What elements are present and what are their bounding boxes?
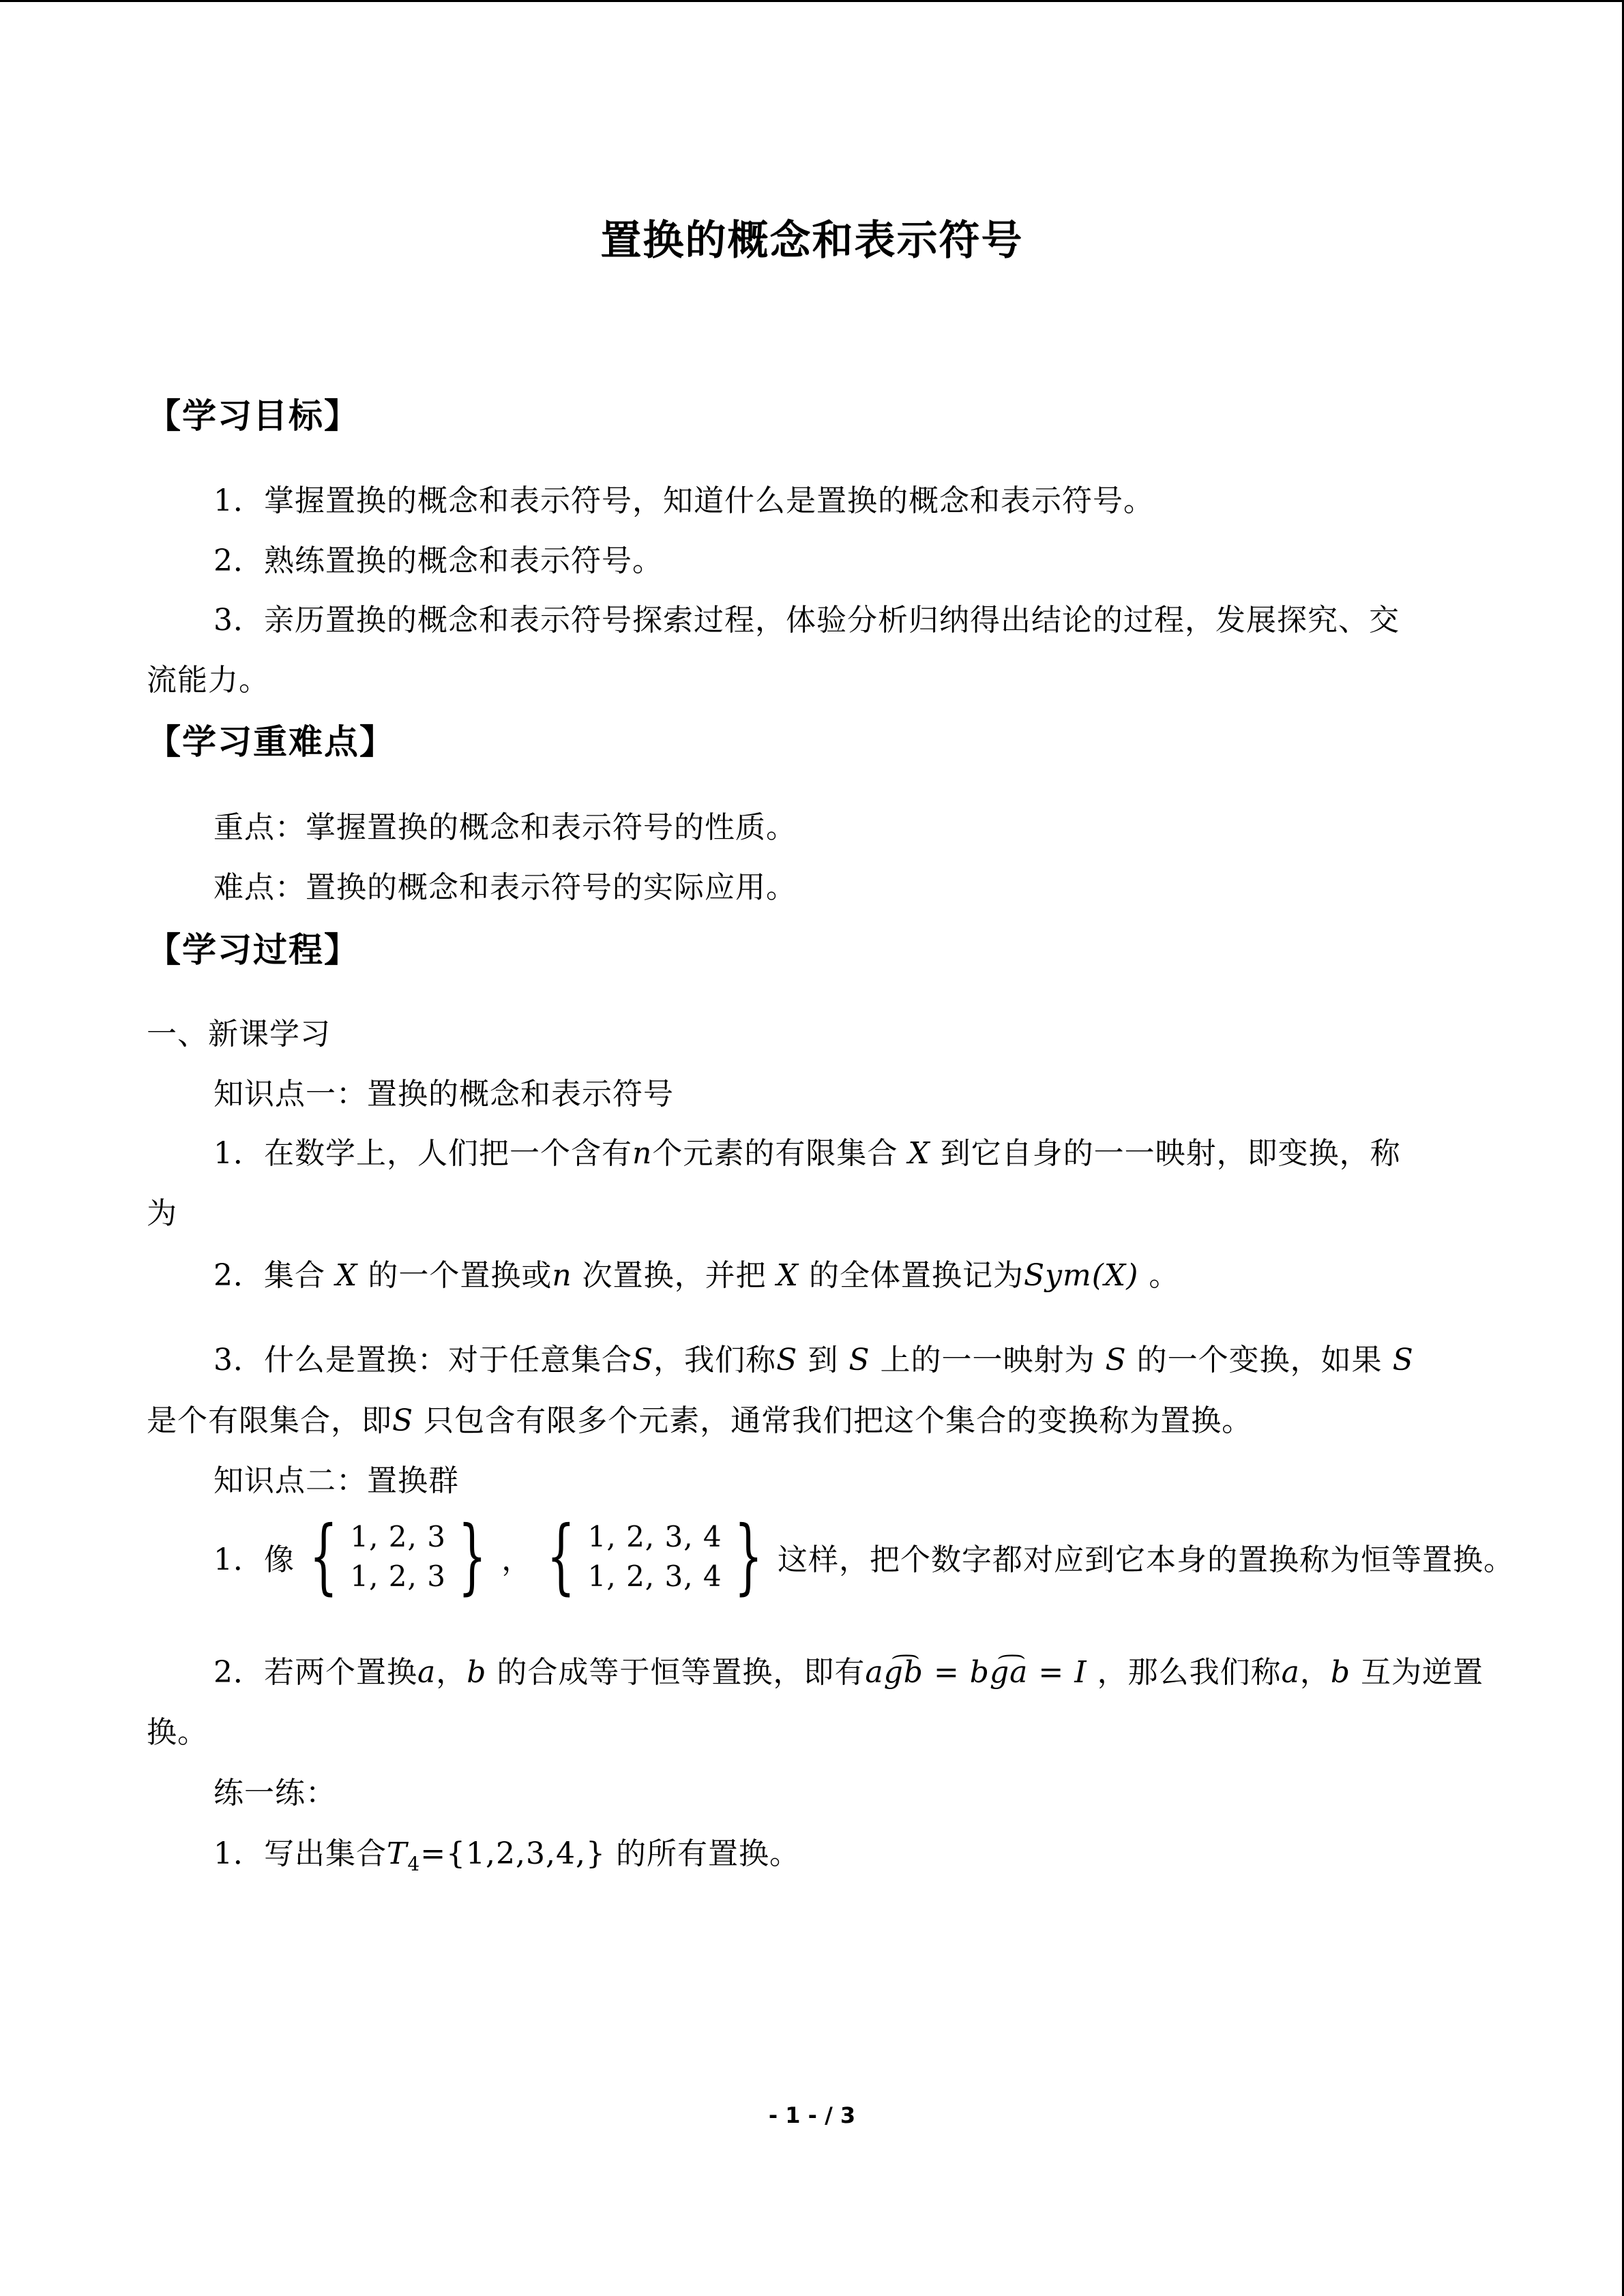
kp1-item-2: [213, 1251, 1179, 1294]
section-heading-process: 【学习过程】: [147, 930, 359, 970]
kp1-item-3-line-2: [147, 1396, 1252, 1440]
matrix-bottom-row: 1, 2, 3: [350, 1560, 446, 1593]
practice-title: 练一练：: [213, 1776, 336, 1810]
math-S: S: [1392, 1343, 1414, 1377]
text: 只包含有限多个元素，通常我们把这个集合的变换称为置换。: [424, 1403, 1253, 1438]
math-a: a: [417, 1655, 437, 1690]
page-title: 置换的概念和表示符号: [600, 217, 1024, 265]
text: 上的一一映射为: [880, 1343, 1095, 1377]
math-X: X: [336, 1258, 358, 1293]
matrix-bottom-row: 1, 2, 3, 4: [587, 1560, 722, 1593]
knowledge-point-2-title: 知识点二：置换群: [213, 1463, 459, 1498]
math-n: n: [552, 1258, 572, 1293]
left-brace: {: [309, 1509, 338, 1604]
text: 2．若两个置换: [213, 1655, 417, 1690]
math-b: b: [1330, 1655, 1351, 1690]
text: 到它自身的一一映射，即变换，称: [940, 1136, 1401, 1171]
text: ，那么我们称: [1097, 1655, 1282, 1690]
math-T: T: [387, 1836, 408, 1871]
text: ，我们称: [653, 1343, 777, 1377]
text: 1．像: [213, 1542, 295, 1577]
kp2-item-2-line-1: [213, 1648, 1483, 1691]
text: ，: [501, 1542, 533, 1577]
math-S: S: [1105, 1343, 1127, 1377]
math-X: X: [776, 1258, 799, 1293]
math-b: b: [467, 1655, 487, 1690]
math-equation: ag͡b = bg͡a = I: [865, 1655, 1087, 1690]
page-number: - 1 - / 3: [768, 2102, 856, 2128]
math-S: S: [776, 1343, 798, 1377]
right-brace: }: [734, 1509, 763, 1604]
math-set: ={1,2,3,4,}: [420, 1836, 606, 1871]
text: 2．集合: [213, 1258, 325, 1293]
text: 的所有置换。: [615, 1836, 800, 1871]
text: 的一个置换或: [368, 1258, 552, 1293]
practice-item-1: [213, 1829, 800, 1875]
part-1-heading: 一、新课学习: [147, 1017, 331, 1052]
identity-permutation-3: [297, 1509, 499, 1604]
difficult-point: 难点：置换的概念和表示符号的实际应用。: [213, 870, 797, 905]
math-n: n: [632, 1136, 653, 1171]
text: 的一个变换，如果: [1136, 1343, 1383, 1377]
kp2-item-2-line-2: 换。: [147, 1715, 208, 1750]
left-brace: {: [546, 1509, 576, 1604]
knowledge-point-1-title: 知识点一：置换的概念和表示符号: [213, 1077, 674, 1112]
kp2-item-1: [213, 1509, 1515, 1604]
math-subscript: 4: [407, 1852, 421, 1875]
section-heading-goals: 【学习目标】: [147, 396, 359, 436]
math-S: S: [632, 1343, 654, 1377]
goal-3-line-2: 流能力。: [147, 663, 269, 698]
text: 是个有限集合，即: [147, 1403, 392, 1438]
text: 互为逆置: [1361, 1655, 1484, 1690]
section-heading-key-points: 【学习重难点】: [147, 722, 395, 762]
goal-1: 1．掌握置换的概念和表示符号，知道什么是置换的概念和表示符号。: [213, 483, 1154, 518]
key-point: 重点：掌握置换的概念和表示符号的性质。: [213, 810, 797, 845]
text: 个元素的有限集合: [652, 1136, 898, 1171]
text: 到: [808, 1343, 839, 1377]
math-X: X: [908, 1136, 930, 1171]
text: 3．什么是置换：对于任意集合: [213, 1343, 632, 1377]
math-sym-arg: (X): [1091, 1258, 1139, 1293]
text: 的全体置换记为: [809, 1258, 1024, 1293]
top-rule: [0, 0, 1624, 2]
text: 1．写出集合: [213, 1836, 387, 1871]
kp1-item-1-line-1: [213, 1129, 1401, 1172]
math-S: S: [392, 1403, 414, 1438]
math-S: S: [848, 1343, 870, 1377]
text: 次置换，并把: [582, 1258, 767, 1293]
math-sym: Sym: [1024, 1258, 1092, 1293]
text: 这样，把个数字都对应到它本身的置换称为恒等置换。: [778, 1542, 1515, 1577]
goal-2: 2．熟练置换的概念和表示符号。: [213, 543, 663, 578]
math-a: a: [1281, 1655, 1300, 1690]
text: 1．在数学上，人们把一个含有: [213, 1136, 632, 1171]
matrix-top-row: 1, 2, 3: [350, 1520, 446, 1553]
text: ，: [436, 1655, 467, 1690]
kp1-item-3-line-1: [213, 1335, 1414, 1379]
identity-permutation-4: [535, 1509, 775, 1604]
goal-3-line-1: 3．亲历置换的概念和表示符号探索过程，体验分析归纳得出结论的过程，发展探究、交: [213, 603, 1400, 638]
text: ，: [1299, 1655, 1331, 1690]
right-brace: }: [458, 1509, 487, 1604]
matrix-top-row: 1, 2, 3, 4: [587, 1520, 722, 1553]
text: 的合成等于恒等置换，即有: [497, 1655, 866, 1690]
kp1-item-1-line-2: 为: [147, 1196, 177, 1231]
text: 。: [1149, 1258, 1180, 1293]
